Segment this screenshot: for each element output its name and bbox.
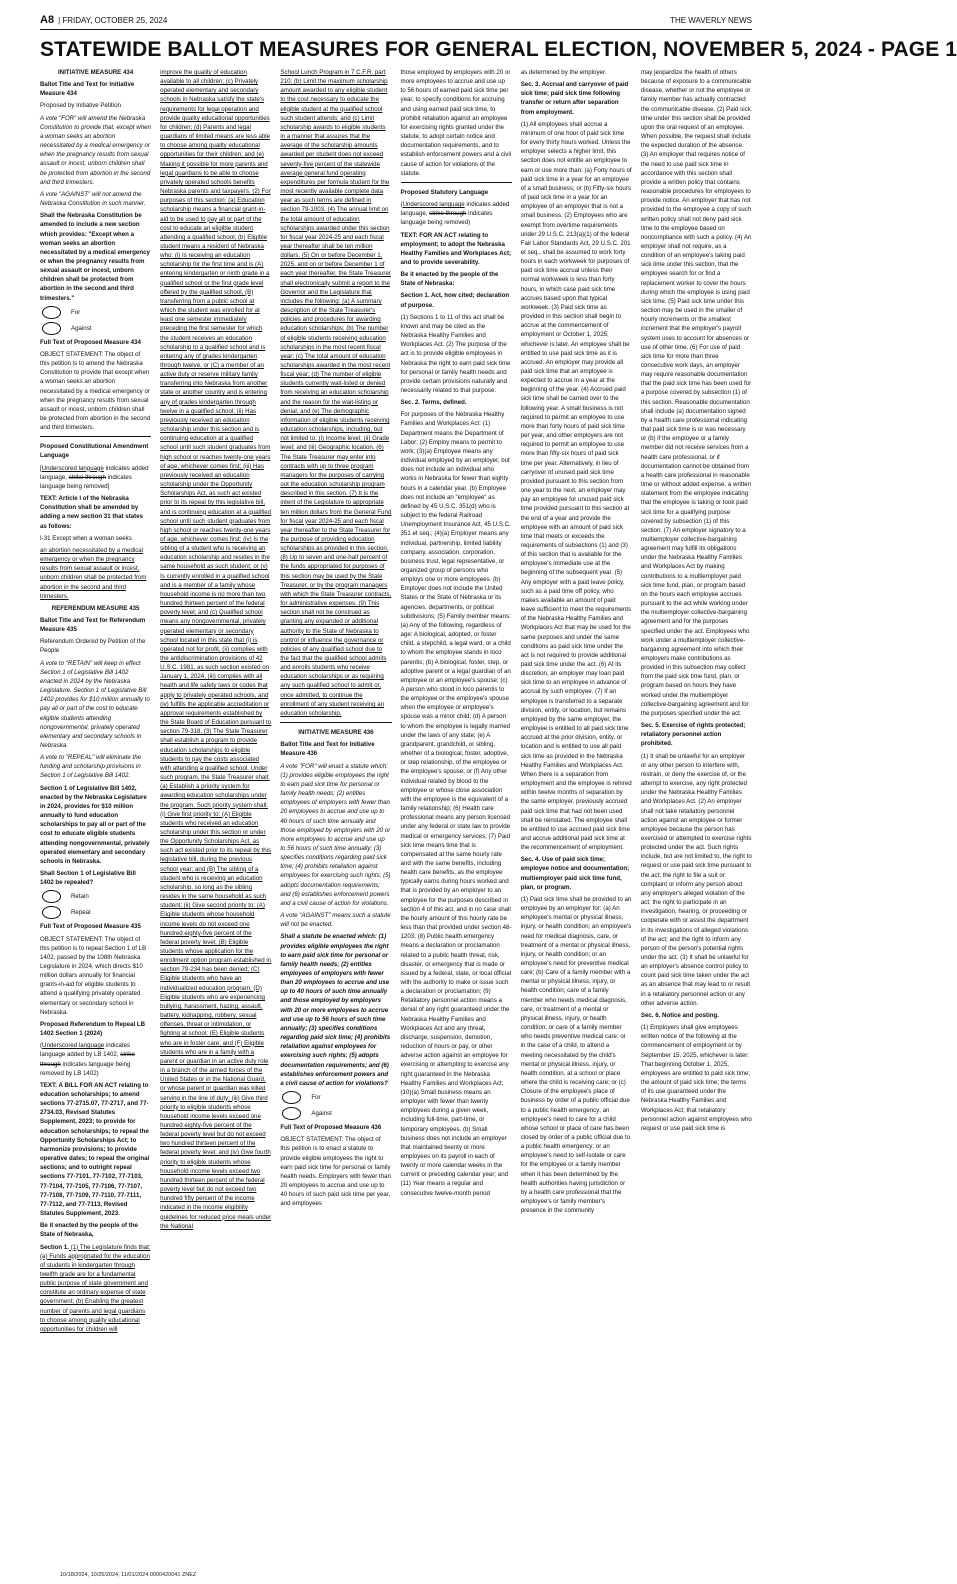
section-4-continued: may jeopardize the health of others because of exposure to a communicable disease, whether or not the employee or family member has actually contracted the communicable disease. (2) Paid sick time under this section shall be provided upon the oral request of an employee. When possible, the request shall include the expected duration of the absence. (3) An employer that requires notice of the need to use paid sick time in accordance with this section shall provide a written policy that contains reasonable procedures for employees to provide notice. An employer that has not provided to the employee a copy of such written policy shall not deny paid sick time to the employee based on noncompliance with such a policy. (4) An employer shall not require, as a condition of an employee's taking paid sick time under this section, that the employee search for or find a replacement worker to cover the hours during which the employee is using paid sick time. (5) Paid sick time under this section may be used in the smaller of hourly increments or the smallest increment that the employer's payroll system uses to account for absences or use of other time. (6) For use of paid sick time for more than three consecutive work days, an employer may require reasonable documentation that the paid sick time has been used for a purpose covered by subsection (1) of this section. Reasonable documentation shall include (a) documentation signed by a health care professional indicating that paid sick time is or was necessary or (b) if the employee or a family member did not receive services from a health care professional, or if documentation cannot be obtained from a health care professional in reasonable time or without added expense, a written statement from the employee indicating that the employee is taking or took paid sick time for a qualifying purpose covered by subsection (1) of this section. (7) An employer signatory to a multiemployer collective-bargaining agreement may fulfill its obligations under the Nebraska Healthy Families and Workplaces Act by making contributions to a multiemployer paid sick time fund, plan, or program based on the hours each employee accrues pursuant to the act while working under the multiemployer collective-bargaining agreement and for the purposes specified under the act. Employees who work under a multiemployer collective-bargaining agreement into which their employers make contributions as provided in this subsection may collect from the paid sick time fund, plan, or program based on hours they have worked under the multiemployer collective-bargaining agreement and for the purposes specified under the act.: [640, 69, 752, 717]
measure-434-title: INITIATIVE MEASURE 434: [57, 69, 134, 76]
section-4-heading: Sec. 4. Use of paid sick time; employee notice and documentation; multiemployer paid sick time fund, plan, or program.: [520, 856, 630, 891]
ballot-oval-icon: [282, 1107, 301, 1120]
lb1402-continued-text: improve the quality of education available to all children; (c) Privately operated elementary and secondary schools in Nebraska satisfy the state's requirements for legal operation and provide quality educational opportunities for children; (d) Parents and legal guardians of limited means are less able to choose among quality educational opportunities for their children; and (e) Making it possible for more parents and legal guardians to be able to choose privately operated schools benefits Nebraska parents and taxpayers. (2) For purposes of this section: (a) Education scholarship means a financial grant-in-aid to be used to pay all or part of the cost to educate an eligible student attending a qualified school; (b) Eligible student means a resident of Nebraska who: (i) Is receiving an education scholarship for the first time and is (A) entering kindergarten or ninth grade in a qualified school or the first grade level offered by the qualified school, (B) transferring from a public school at which the student was enrolled for at least one semester immediately preceding the first semester for which the student receives an education scholarship to a qualified school and is entering any of grades kindergarten through twelve, or (C) a member of an active duty or reserve military family transferring into Nebraska from another state or another country and is entering any of grades kindergarten through twelve in a qualified school; (ii) Has previously received an education scholarship under this section and is continuing education at a qualified school until such student graduates from high school or reaches twenty-one years of age, whichever comes first; (iii) Has previously received an education scholarship under the Opportunity Scholarships Act, as such act existed prior to its repeal by this legislative bill, and is continuing education at a qualified school until such student graduates from high school or reaches twenty-one years of age, whichever comes first; (iv) Is the sibling of a student who is receiving an education scholarship and resides in the same household as such student; or (v) Is currently enrolled in a qualified school and is a member of a family whose household income is no more than two hundred thirteen percent of the federal poverty level; and (c) Qualified school means any nongovernmental, privately operated elementary or secondary school located in this state that (i) is operated not for profit, (ii) complies with the antidiscrimination provisions of 42 U.S.C. 1981, as such section existed on January 1, 2024, (iii) complies with all health and life safety laws or codes that apply to privately operated schools, and (iv) fulfills the applicable accreditation or approval requirements established by the State Board of Education pursuant to section 79-318. (3) The State Treasurer shall establish a program to provide education scholarships to eligible students to pay the costs associated with attending a qualified school. Under such program, the State Treasurer shall: (a) Establish a priority system for awarding education scholarships under the program. Such priority system shall: (i) Give first priority to: (A) Eligible students who received an education scholarship under this section or under the Opportunity Scholarships Act, as such act existed prior to its repeal by this legislative bill, during the previous school year; and (B) The sibling of a student who is receiving an education scholarship, so long as the sibling resides in the same household as such student; (ii) Give second priority to: (A) Eligible students whose household income levels do not exceed one hundred eighty-five percent of the federal poverty level; (B) Eligible students whose application for the enrollment option program established in section 79-234 has been denied; (C) Eligible students who have an individualized education program; (D) Eligible students who are experiencing bullying, harassment, hazing, assault, battery, kidnapping, robbery, sexual offenses, threat or intimidation, or fighting at school; (E) Eligible students who are in foster care; and (F) Eligible students who are in a family with a parent or guardian in an active duty role in a branch of the armed forces of the United States or in the National Guard, or whose parent or guardian was killed serving in the line of duty; (iii) Give third priority to eligible students whose household income levels exceed one hundred eighty-five percent of the federal poverty level but do not exceed two hundred thirteen percent of the federal poverty level; and (iv) Give fourth priority to eligible students whose household income levels exceed two hundred thirteen percent of the federal poverty level but do not exceed two hundred fifty percent of the income indicated in the income eligibility guidelines for reduced price meals under the National: [160, 69, 272, 1230]
ballot-option-label: Against: [311, 1109, 332, 1117]
page-header-bar: [40, 14, 752, 30]
ballot-option-label: For: [311, 1093, 321, 1101]
enacting-clause-435: Be it enacted by the people of the State of Nebraska,: [40, 1222, 138, 1239]
ballot-oval-icon: [42, 322, 61, 335]
section-6-heading: Sec. 6. Notice and posting.: [640, 1011, 719, 1019]
vote-against-explanation-434: A vote "AGAINST" will not amend the Nebraska Constitution in such manner.: [40, 190, 146, 208]
ballot-option-retain-435: [42, 890, 151, 903]
section-i31-added-text: an abortion necessitated by a medical emergency or when the pregnancy results from sexual assault or incest, unborn children shall be protected from abortion in the second and third trimesters.: [40, 546, 147, 600]
proposed-referendum-heading: Proposed Referendum to Repeal LB 1402 Section 1 (2024): [40, 1020, 146, 1038]
legend-removed: indicates language being removed]: [40, 473, 132, 490]
ballot-option-label: Against: [71, 324, 92, 332]
object-statement-436: OBJECT STATEMENT: The object of this petition is to enact a statute to provide eligible employees the right to earn paid sick time for personal or family health needs. Employers with fewer than 20 employees to accrue and use up to 40 hours of such paid sick time per year, and employees: [280, 1136, 391, 1208]
vote-for-explanation-434: A vote "FOR" will amend the Nebraska Constitution to provide that, except when a woman seeks an abortion necessitated by a medical emergency or when the pregnancy results from sexual assault or incest, unborn children shall be protected from abortion in the second and third trimesters.: [40, 114, 151, 186]
page-dateline: [40, 14, 167, 26]
section-i31: I-31 Except when a woman seeks: [40, 534, 132, 542]
page-number: A8: [40, 14, 55, 26]
legend-strike: strike through: [68, 473, 106, 481]
full-text-heading-436: Full Text of Proposed Measure 436: [280, 1124, 382, 1132]
ballot-option-label: Repeal: [71, 909, 91, 917]
ballot-oval-icon: [282, 1091, 301, 1104]
legend-underscored: Underscored language: [41, 464, 104, 472]
object-statement-436-continued: those employed by employers with 20 or more employees to accrue and use up to 56 hours of earned paid sick time per year, to specify conditions for accruing and using earned paid sick time, to prohibit retaliation against an employee for exercising rights granted under the statute, to adopt certain notice and documentation requirements, and to establish enforcement powers and a civil cause of action for violations of the statute.: [400, 69, 512, 177]
language-legend-434: [Underscored language indicates added language, strike through indicates language being removed]: [40, 464, 149, 490]
column-5: [521, 68, 632, 1546]
legend-underscored: Underscored language: [402, 201, 465, 209]
section-6-body: (1) Employers shall give employees written notice of the following at the commencement of employment or by September 15, 2025, whichever is later: That beginning October 1, 2025, employees are entitled to paid sick time; the amount of paid sick time; the terms of its use guaranteed under the Nebraska Healthy Families and Workplaces Act; that retaliatory personnel action against employees who request or use paid sick time is: [640, 1024, 752, 1132]
ballot-title-435: Ballot Title and Text for Referendum Measure 435: [40, 616, 146, 634]
column-2: [160, 68, 271, 1546]
ballot-oval-icon: [42, 906, 61, 919]
section-3-heading: Sec. 3. Accrual and carryover of paid sick time; paid sick time following transfer or return after separation from employment.: [520, 81, 629, 116]
legend-added: indicates added language,: [40, 464, 149, 481]
ballot-option-label: For: [71, 308, 81, 316]
section-4-body: (1) Paid sick time shall be provided to an employee by an employer for: (a) An employee's mental or physical illness, injury, or health condition; an employee's need for medical diagnosis, care, or treatment of a mental or physical illness, injury, or health condition; or an employee's need for preventive medical care; (b) Care of a family member with a mental or physical illness, injury, or health condition; care of a family member who needs medical diagnosis, care, or treatment of a mental or physical illness, injury, or health condition; or care of a family member who needs preventive medical care; or in the case of a child, to attend a meeting necessitated by the child's mental or physical illness, injury, or health condition, at a school or place where the child is receiving care; or (c) Closure of the employee's place of business by order of a public official due to a public health emergency; an employee's need to care for a child whose school or place of care has been closed by order of a public official due to a public health emergency; or an employee's need to self-isolate or care for the employee or a family member when it has been determined by the health authorities having jurisdiction or by a health care professional that the employee's or family member's presence in the community: [520, 895, 632, 1215]
column-6: [641, 68, 752, 1546]
section-text: (1) The Legislature finds that: (a) Funds appropriated for the education of students in kindergarten through twelfth grade are for a fundamental public purpose of state government and constitute an ordinary expense of state government; (b) Enabling the greatest number of parents and legal guardians to choose among quality educational opportunities for children will: [40, 1243, 151, 1333]
column-3: [280, 68, 391, 1546]
section-2-heading: Sec. 2. Terms, defined.: [400, 399, 467, 407]
vote-retain-explanation-435: A vote to "RETAIN" will keep in effect Section 1 of Legislative Bill 1402 enacted in 2024 by the Nebraska Legislature. Section 1 of Legislative Bill 1402 provides for $10 million annually to pay all or part of the cost to educate eligible students attending nongovernmental, privately operated elementary and secondary schools in Nebraska.: [40, 659, 150, 749]
article-columns: [40, 68, 752, 1546]
ballot-oval-icon: [42, 306, 61, 319]
proposed-by-434: Proposed by Initiative Petition: [40, 102, 121, 110]
enacting-clause-436: Be it enacted by the people of the State of Nebraska:: [400, 271, 499, 288]
ballot-option-for-436: [282, 1091, 391, 1104]
vote-for-explanation-436: A vote "FOR" will enact a statute which: (1) provides eligible employees the right to earn paid sick time for personal or family health needs; (2) entitles employees of employers with fewer than 20 employees to accrue and use up to 40 hours of such time annually and those employed by employers with 20 or more employees to accrue and use up to 56 hours of such time annually; (3) specifies conditions regarding paid sick time; (4) prohibits retaliation against employees for exercising such rights; (5) adopts documentation requirements; and (6) establishes enforcement powers and a civil cause of action for violations.: [280, 762, 391, 907]
text-bill-435: TEXT: A BILL FOR AN ACT relating to education scholarships; to amend sections 77-2715.07, 77-2717, and 77-2734.03, Revised Statutes Supplement, 2023; to provide for education scholarships; to repeal the Opportunity Scholarships Act; to harmonize provisions; to provide operative dates; to repeal the original sections; and to outright repeal sections 77-7101, 77-7102, 77-7103, 77-7104, 77-7105, 77-7106, 77-7107, 77-7108, 77-7109, 77-7110, 77-7111, 77-7112, and 77-7113, Revised Statutes Supplement, 2023.: [40, 1081, 150, 1218]
full-text-heading-435: Full Text of Proposed Measure 435: [40, 923, 141, 931]
proposed-statutory-heading: Proposed Statutory Language: [400, 188, 489, 196]
legend-removed: indicates language being removed by LB 1402): [40, 1060, 131, 1077]
legend-removed: indicates language being removed): [400, 210, 493, 227]
object-statement-435: OBJECT STATEMENT: The object of this petition is to repeal Section 1 of LB 1402, passed by the 108th Nebraska Legislature in 2024, which directs $10 million dollars annually for financial grants-in-aid for eligible students to attend a qualifying privately operated elementary or secondary school in Nebraska.: [40, 935, 147, 1016]
section-5-heading: Sec. 5. Exercise of rights protected; retaliatory personnel action prohibited.: [640, 722, 746, 748]
column-1: [40, 68, 151, 1546]
language-legend-436: (Underscored language indicates added language, strike through indicates language being removed): [400, 201, 510, 227]
ballot-option-for-434: [42, 306, 151, 319]
proposed-constitutional-heading: Proposed Constitutional Amendment Language: [40, 443, 149, 460]
section-2-continued: as determined by the employer.: [520, 69, 607, 76]
section-1-body: (1) Sections 1 to 11 of this act shall be known and may be cited as the Nebraska Healthy Families and Workplaces Act. (2) The purpose of the act is to provide eligible employees in Nebraska the right to earn paid sick time for personal or family health needs and provide certain provisions naturally and necessarily related to that purpose.: [400, 313, 511, 394]
divider: [401, 182, 512, 183]
ad-run-footer: 10/18/2024, 10/25/2024, 11/01/2024 0000420041 ZNEZ: [60, 1572, 197, 1578]
ballot-option-against-436: [282, 1107, 391, 1120]
publication-name: THE WAVERLY NEWS: [670, 16, 752, 25]
section-3-body: (1) All employees shall accrue a minimum of one hour of paid sick time for every thirty hours worked. Unless the employer selects a higher limit, this section does not entitle an employee to earn or use more than: (a) Forty hours of paid sick time in a year for an employee of a small business; or (b) Fifty-six hours of paid sick time in a year for an employee of an employer that is not a small business. (2) Employees who are exempt from overtime requirements under 29 U.S.C. 213(a)(1) of the federal Fair Labor Standards Act, 29 U.S.C. 201 et seq., shall be assumed to work forty hours in each workweek for purposes of paid sick time accrual unless their normal workweek is less than forty hours, in which case paid sick time accrues based upon that typical workweek. (3) Paid sick time as provided in this section shall begin to accrue at the commencement of employment or October 1, 2025, whichever is later. An employee shall be entitled to use paid sick time as it is accrued. An employer may provide all paid sick time that an employee is expected to accrue in a year at the beginning of the year. (4) Accrued paid sick time shall be carried over to the following year. A small business is not required to permit an employee to use more than forty hours of paid sick time per year, and other employers are not required to permit an employee to use more than fifty-six hours of paid sick time per year. Alternatively, in lieu of carryover of unused paid sick time provided pursuant to this section from one year to the next, an employer may pay an employee for unused paid sick time provided pursuant to this section at the end of a year and provide the employee with an amount of paid sick time that meets or exceeds the requirements of subsections (1) and (3) of this section that is available for the employee's immediate use at the beginning of the subsequent year. (5) Any employer with a paid leave policy, such as a paid time off policy, who makes available an amount of paid leave sufficient to meet the requirements of the Nebraska Healthy Families and Workplaces Act that may be used for the same purposes and under the same conditions as paid sick time under the act is not required to provide additional paid sick time under the act. (6) At its discretion, an employer may loan paid sick time to an employee in advance of accrual by such employee. (7) If an employee is transferred to a separate division, entity, or location, but remains employed by the same employer, the employee is entitled to all paid sick time accrued at the prior division, entity, or location and is entitled to use all paid sick time as provided in the Nebraska Healthy Families and Workplaces Act. When there is a separation from employment and the employee is rehired within twelve months of separation by the same employer, previously accrued paid sick time that had not been used shall be reinstated. The employee shall be entitled to use accrued paid sick time and accrue additional paid sick time at the recommencement of employment.: [520, 120, 632, 852]
vote-repeal-explanation-435: A vote to "REPEAL" will eliminate the funding and scholarship provisions in Section 1 of Legislative Bill 1402.: [40, 754, 142, 780]
full-text-heading-434: Full Text of Proposed Measure 434: [40, 338, 141, 346]
legend-strike: strike through: [40, 1051, 135, 1068]
object-statement-434: OBJECT STATEMENT: The object of this petition is to amend the Nebraska Constitution to provide that except when a woman seeks an abortion necessitated by a medical emergency or when the pregnancy results from sexual assault or incest, unborn children shall be protected from abortion in the second and third trimesters.: [40, 350, 151, 432]
legend-added: indicates language added by LB 1402,: [40, 1042, 131, 1059]
section-5-body: (1) It shall be unlawful for an employer or any other person to interfere with, restrain, or deny the exercise of, or the attempt to exercise, any right protected under the Nebraska Healthy Families and Workplaces Act. (2) An employer shall not take retaliatory personnel action against an employee or former employee because the person has exercised or attempted to exercise rights protected under the act. Such rights include, but are not limited to, the right to request or use paid sick time pursuant to the act; the right to file a suit or complaint or inform any person about any employer's alleged violation of the act; the right to participate in an investigation, hearing, or proceeding or cooperate with or assist the department in its investigations of alleged violations of the act; and the right to inform any person of the person's potential rights under the act. (3) It shall be unlawful for an employer's absence control policy to count paid sick time taken under the act as an absence that may lead to or result in a retaliatory personnel action or any other adverse action.: [640, 752, 752, 1007]
ballot-question-435: Shall Section 1 of Legislative Bill 1402 be repealed?: [40, 870, 136, 887]
measure-435-title: REFERENDUM MEASURE 435: [51, 604, 140, 612]
legend-added: indicates added language,: [400, 201, 510, 218]
column-4: [401, 68, 512, 1546]
divider: [280, 722, 391, 723]
ballot-option-repeal-435: [42, 906, 151, 919]
divider: [40, 436, 151, 437]
ballot-option-label: Retain: [71, 893, 89, 901]
language-legend-435: (Underscored language indicates language added by LB 1402, strike through indicates language being removed by LB 1402): [40, 1042, 135, 1077]
ballot-title-436: Ballot Title and Text for Initiative Measure 436: [280, 741, 375, 758]
section-label: Section 1.: [40, 1243, 70, 1251]
text-article-434: TEXT: Article I of the Nebraska Constitution shall be amended by adding a new section 31 that states as follows:: [40, 495, 144, 530]
vote-against-explanation-436: A vote "AGAINST" means such a statute will not be enacted.: [280, 912, 391, 929]
legend-underscored: Underscored language: [42, 1042, 105, 1050]
ordered-by-435: Referendum Ordered by Petition of the People: [40, 638, 146, 655]
page-headline: STATEWIDE BALLOT MEASURES FOR GENERAL ELECTION, NOVEMBER 5, 2024 - PAGE 1: [40, 38, 957, 61]
measure-436-title: INITIATIVE MEASURE 436: [298, 729, 374, 737]
text-act-436: TEXT: FOR AN ACT relating to employment; to adopt the Nebraska Healthy Families and Workplaces Act; and to provide severability.: [400, 231, 512, 266]
ballot-option-against-434: [42, 322, 151, 335]
ballot-title-434: Ballot Title and Text for Initiative Measure 434: [40, 81, 135, 98]
ballot-question-436: Shall a statute be enacted which: (1) provides eligible employees the right to earn paid sick time for personal or family health needs; (2) entitles employees of employers with fewer than 20 employees to accrue and use up to 40 hours of such time annually and those employed by employers with 20 or more employees to accrue and use up to 56 hours of such time annually; (3) specifies conditions regarding paid sick time; (4) prohibits retaliation against employees for exercising such rights; (5) adopts documentation requirements; and (6) establishes enforcement powers and a civil cause of action for violations?: [280, 933, 391, 1087]
section-1-heading: Section 1. Act, how cited; declaration of purpose.: [400, 292, 510, 309]
ballot-oval-icon: [42, 890, 61, 903]
section-1-lb1402: [40, 1243, 151, 1335]
ballot-question-434: Shall the Nebraska Constitution be amended to include a new section which provides: "Except when a woman seeks an abortion necessitated by a medical emergency or when the pregnancy results from sexual assault or incest, unborn children shall be protected from abortion in the second and third trimesters.": [40, 212, 150, 302]
section-2-body: For purposes of the Nebraska Healthy Families and Workplaces Act: (1) Department means the Department of Labor; (2) Employ means to permit to work; (3)(a) Employee means any individual employed by an employer, but does not include an individual who works in Nebraska for fewer than eighty hours in a calendar year. (b) Employee does not include an "employee" as defined by 45 U.S.C. 351(d) who is subject to the federal Railroad Unemployment Insurance Act, 45 U.S.C. 351 et seq.; (4)(a) Employer means any individual, partnership, limited liability company, association, corporation, business trust, legal representative, or organized group of persons who employs one or more employees. (b) Employer does not include the United States or the State of Nebraska or its agencies, departments, or political subdivisions; (5) Family member means: (a) Any of the following, regardless of age: A biological, adopted, or foster child, a stepchild, a legal ward, or a child to whom the employee stands in loco parentis; (b) A biological, foster, step, or adoptive parent or a legal guardian of an employee or an employee's spouse; (c) A person who stood in loco parentis to the employee or the employee's spouse when the employee or employee's spouse was a minor child; (d) A person to whom the employee is legally married under the laws of any state; (e) A grandparent, grandchild, or sibling, whether of a biological, foster, adoptive, or step relationship, of the employee or the employee's spouse; or (f) Any other individual related by blood to the employee or whose close association with the employee is the equivalent of a family relationship; (6) Health care professional means any person licensed under any federal or state law to provide medical or emergency services; (7) Paid sick time means time that is compensated at the same hourly rate and with the same benefits, including health care benefits, as the employee typically earns during hours worked and that is provided by an employer to an employee for the purposes described in section 4 of this act, and in no case shall the hourly amount of this hourly rate be less than that provided under section 48-1203; (8) Public health emergency means a declaration or proclamation related to a public health threat, risk, disaster, or emergency that is made or issued by a federal, state, or local official with the authority to make or issue such a declaration or proclamation; (9) Retaliatory personnel action means a denial of any right guaranteed under the Nebraska Healthy Families and Workplaces Act and any threat, discharge, suspension, demotion, reduction of hours or pay, or other adverse action against an employee for exercising or attempting to exercise any right guaranteed in the Nebraska Healthy Families and Workplaces Act; (10)(a) Small business means an employer with fewer than twenty employees during a given week, including full-time, part-time, or temporary employees. (b) Small business does not include an employer that maintained twenty or more employees on its payroll in each of twenty or more calendar weeks in the current or preceding calendar year; and (11) Year means a regular and consecutive twelve-month period: [400, 411, 512, 1197]
lb1402-continued-text-2: School Lunch Program in 7 C.F.R. part 210; (b) Limit the maximum scholarship amount awarded to any eligible student to the cost necessary to educate the eligible student at the qualified school such student attends; and (c) Limit scholarship awards to eligible students in a manner that assures that the average of the scholarship amounts awarded per student does not exceed seventy-five percent of the statewide average general fund operating expenditures per formula student for the most recently available complete data year as such terms are defined in section 79-1003. (4) The annual limit on the total amount of education scholarships awarded under this section for fiscal year 2024-25 and each fiscal year thereafter shall be ten million dollars. (5) On or before December 1, 2025, and on or before December 1 of each year thereafter, the State Treasurer shall electronically submit a report to the Governor and the Legislature that includes the following: (a) A summary description of the State Treasurer's policies and procedures for awarding education scholarships; (b) The number of eligible students receiving education scholarships in the most recent fiscal year; (c) The total amount of education scholarships awarded in the most recent fiscal year; (d) The number of eligible students currently wait-listed or denied from receiving an education scholarship and the reason for the wait-listing or denial; and (e) The demographic information of eligible students receiving education scholarships, including, but not limited to: (i) Income level; (ii) Grade level; and (iii) Geographic location. (6) The State Treasurer may enter into contracts with up to three program managers for the purposes of carrying out the education scholarship program described in this section. (7) It is the intent of the Legislature to appropriate ten million dollars from the General Fund for fiscal year 2024-25 and each fiscal year thereafter to the State Treasurer for the purpose of providing education scholarships as provided in this section. (8) Up to seven and one-half percent of the funds appropriated for purposes of this section may be used by the State Treasurer, or by the program managers with which the State Treasurer contracts, for administrative expenses. (9) This section shall not be construed as granting any expanded or additional authority to the State of Nebraska to control or influence the governance or policies of any qualified school due to the fact that the qualified school admits and enrolls students who receive education scholarships or as requiring any such qualified school to admit or, once admitted, to continue the enrollment of any student receiving an education scholarship.: [280, 69, 392, 717]
legend-strike: strike through: [429, 210, 467, 218]
issue-date: | FRIDAY, OCTOBER 25, 2024: [58, 16, 168, 25]
summary-435: Section 1 of Legislative Bill 1402, enacted by the Nebraska Legislature in 2024, provides for $10 million annually to fund education scholarships to pay all or part of the cost to educate eligible students attending nongovernmental, privately operated elementary and secondary schools in Nebraska.: [40, 784, 150, 865]
